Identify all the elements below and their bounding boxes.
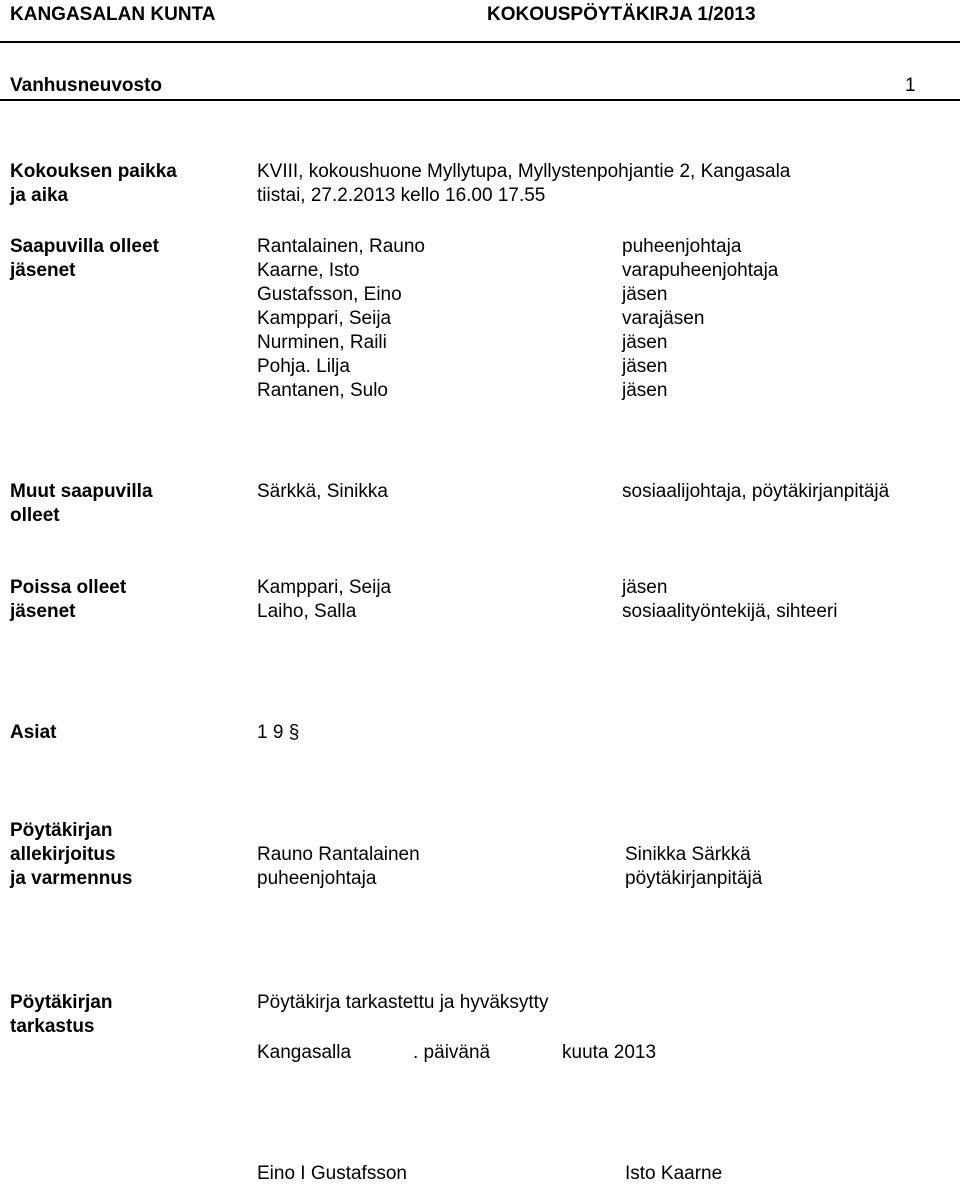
signer-name: Sinikka Särkkä — [625, 844, 751, 865]
label-line: Pöytäkirjan — [10, 992, 113, 1013]
member-role: jäsen — [622, 380, 668, 401]
meeting-time: tiistai, 27.2.2013 kello 16.00 17.55 — [257, 185, 546, 206]
member-name: Gustafsson, Eino — [257, 284, 402, 305]
other-present-roles — [622, 480, 889, 504]
present-member-names — [257, 235, 425, 403]
present-member-roles — [622, 235, 778, 403]
member-name: Rantanen, Sulo — [257, 380, 388, 401]
label-line: jäsenet — [10, 260, 76, 281]
label-line: ja varmennus — [10, 868, 133, 889]
member-name: Rantalainen, Rauno — [257, 236, 425, 257]
label-line: Muut saapuvilla — [10, 481, 153, 502]
label-line: jäsenet — [10, 601, 76, 622]
reviewer-1-name: Eino I Gustafsson — [257, 1163, 407, 1184]
other-present-names — [257, 480, 388, 504]
label-line: tarkastus — [10, 1016, 95, 1037]
header-divider — [0, 41, 960, 43]
present-members-label — [10, 235, 159, 283]
label-line: Poissa olleet — [10, 577, 127, 598]
page-number: 1 — [905, 75, 916, 96]
member-name: Nurminen, Raili — [257, 332, 387, 353]
body-name: Vanhusneuvosto — [10, 75, 163, 96]
signatures-label — [10, 819, 133, 891]
member-role: varajäsen — [622, 308, 705, 329]
review-details — [257, 991, 548, 1015]
label-line: ja aika — [10, 185, 69, 206]
meeting-details — [257, 160, 790, 208]
member-role: sosiaalijohtaja, pöytäkirjanpitäjä — [622, 481, 890, 502]
member-role: jäsen — [622, 332, 668, 353]
member-name: Pohja. Lilja — [257, 356, 350, 377]
items-value — [257, 721, 299, 745]
signer-1 — [257, 843, 420, 891]
review-statement: Pöytäkirja tarkastettu ja hyväksytty — [257, 992, 549, 1013]
signer-title: puheenjohtaja — [257, 868, 377, 889]
member-role: varapuheenjohtaja — [622, 260, 779, 281]
member-name: Kaarne, Isto — [257, 260, 360, 281]
signer-name: Rauno Rantalainen — [257, 844, 420, 865]
review-month: kuuta 2013 — [562, 1042, 657, 1063]
review-day: . päivänä — [413, 1042, 491, 1063]
member-role: jäsen — [622, 577, 668, 598]
label-line: Kokouksen paikka — [10, 161, 177, 182]
member-name: Laiho, Salla — [257, 601, 357, 622]
other-present-label — [10, 480, 153, 528]
label-line: Asiat — [10, 722, 57, 743]
review-place: Kangasalla — [257, 1042, 352, 1063]
member-role: jäsen — [622, 356, 668, 377]
absent-member-roles — [622, 576, 837, 624]
organization-name: KANGASALAN KUNTA — [10, 4, 216, 25]
document-title: KOKOUSPÖYTÄKIRJA 1/2013 — [487, 4, 756, 25]
member-name: Kamppari, Seija — [257, 308, 392, 329]
label-line: Pöytäkirjan — [10, 820, 113, 841]
member-name: Särkkä, Sinikka — [257, 481, 388, 502]
items-range: 1 9 § — [257, 722, 300, 743]
absent-member-names — [257, 576, 391, 624]
label-line: olleet — [10, 505, 60, 526]
label-line: allekirjoitus — [10, 844, 116, 865]
member-role: sosiaalityöntekijä, sihteeri — [622, 601, 838, 622]
signer-title: pöytäkirjanpitäjä — [625, 868, 763, 889]
review-label — [10, 991, 112, 1039]
label-line: Saapuvilla olleet — [10, 236, 159, 257]
member-name: Kamppari, Seija — [257, 577, 392, 598]
subheader-divider — [0, 99, 960, 101]
member-role: puheenjohtaja — [622, 236, 742, 257]
meeting-label — [10, 160, 177, 208]
signer-2 — [625, 843, 762, 891]
member-role: jäsen — [622, 284, 668, 305]
meeting-place: KVIII, kokoushuone Myllytupa, Myllystenpohjantie 2, Kangasala — [257, 161, 791, 182]
reviewer-2-name: Isto Kaarne — [625, 1163, 723, 1184]
absent-members-label — [10, 576, 126, 624]
items-label — [10, 721, 56, 745]
